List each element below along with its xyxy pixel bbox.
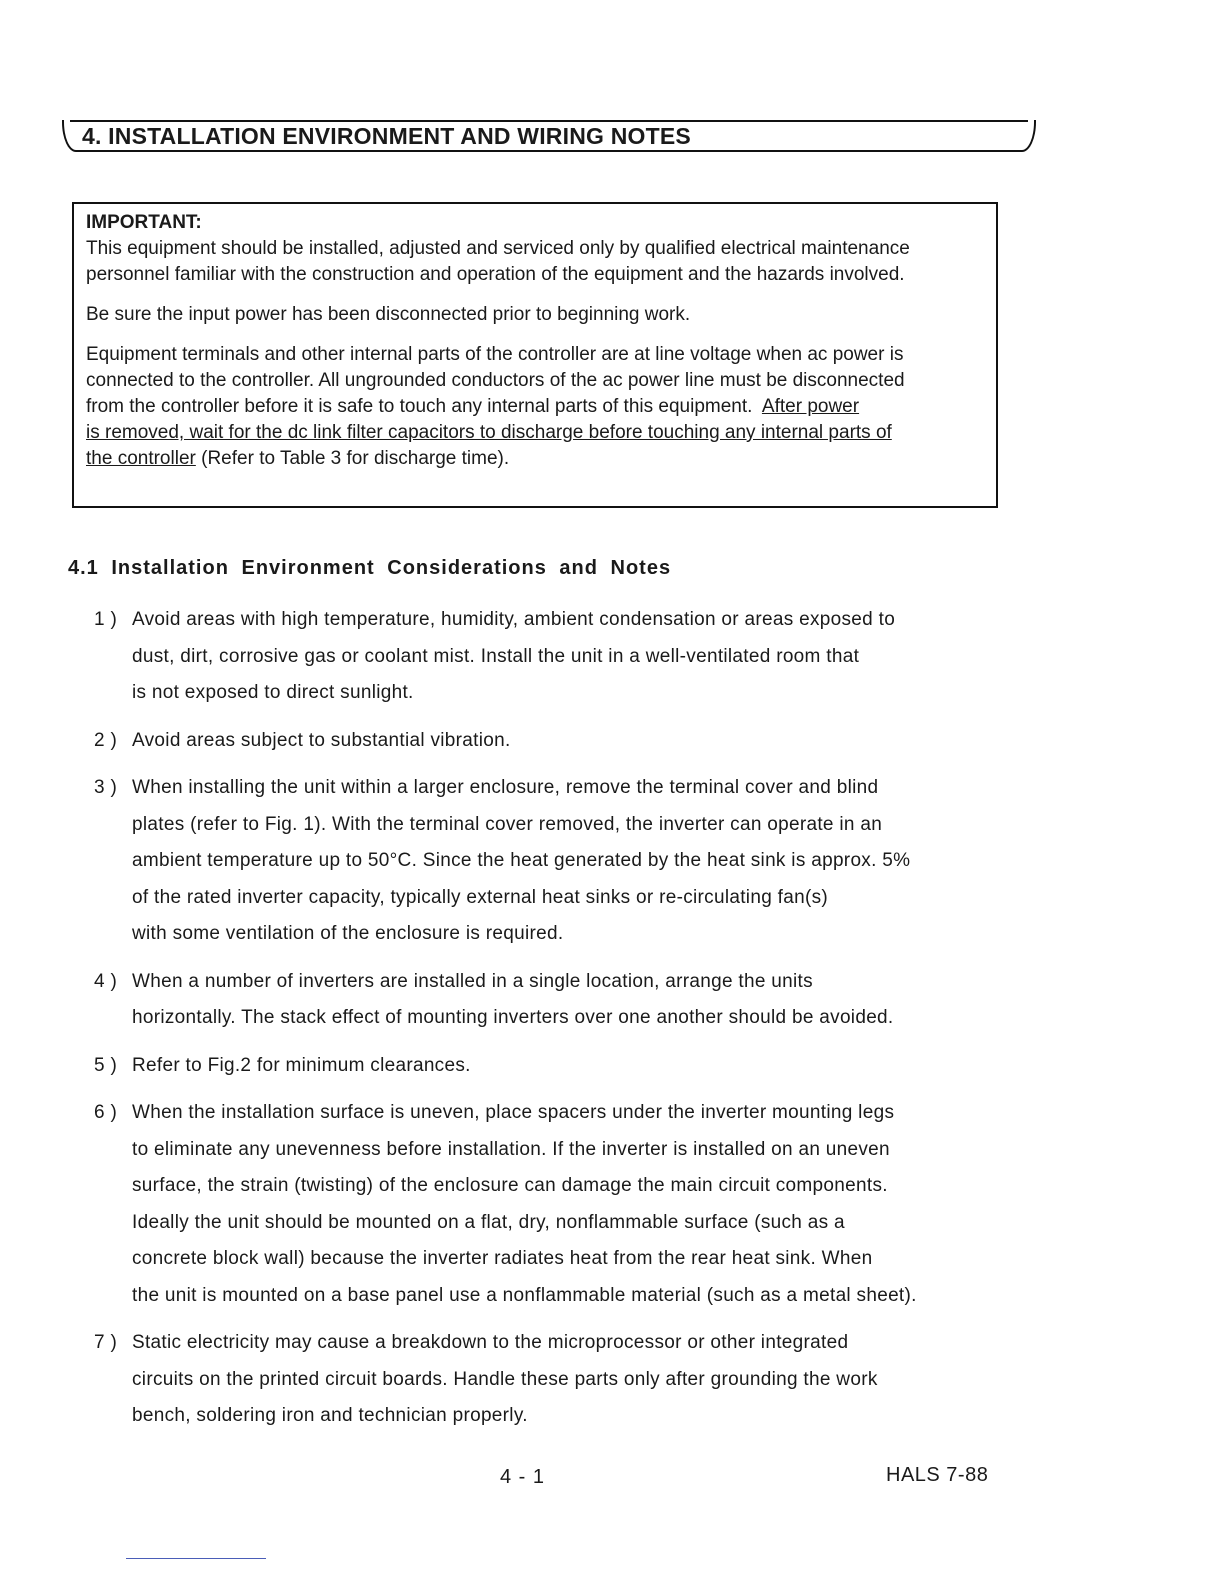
item-line: of the rated inverter capacity, typically external heat sinks or re-circulating fan(s)	[132, 886, 829, 908]
text-line: personnel familiar with the construction and operation of the equipment and the hazards involved.	[86, 264, 905, 285]
document-code: HALS 7-88	[886, 1464, 989, 1486]
item-number: 2 )	[94, 729, 118, 751]
text-line	[86, 394, 984, 420]
section-banner	[62, 120, 1036, 152]
item-line: with some ventilation of the enclosure is required.	[132, 923, 564, 944]
item-line: Refer to Fig.2 for minimum clearances.	[132, 1054, 471, 1076]
subsection-heading: 4.1 Installation Environment Considerations and Notes	[68, 557, 672, 579]
list-item	[94, 723, 1006, 760]
item-number: 4 )	[94, 970, 118, 992]
text-line: This equipment should be installed, adjusted and serviced only by qualified electrical maintenance	[86, 238, 910, 259]
list-item	[94, 1325, 1006, 1435]
item-line: the unit is mounted on a base panel use a nonflammable material (such as a metal sheet).	[132, 1284, 917, 1306]
item-line: ambient temperature up to 50°C. Since the heat generated by the heat sink is approx. 5%	[132, 850, 911, 871]
item-line: Avoid areas with high temperature, humidity, ambient condensation or areas exposed to	[132, 609, 896, 630]
underlined-warning: After power	[761, 396, 860, 417]
item-line: When a number of inverters are installed in a single location, arrange the units	[132, 970, 813, 992]
item-line: concrete block wall) because the inverter radiates heat from the rear heat sink. When	[132, 1248, 873, 1269]
list-item	[94, 602, 1006, 712]
underlined-warning: is removed, wait for the dc link filter capacitors to discharge before touching any internal parts of	[86, 422, 892, 443]
list-item	[94, 1095, 1006, 1314]
item-number: 1 )	[94, 609, 118, 630]
notes-list	[94, 602, 1006, 1446]
item-line: Ideally the unit should be mounted on a flat, dry, nonflammable surface (such as a	[132, 1211, 845, 1233]
list-item	[94, 770, 1006, 953]
item-line: plates (refer to Fig. 1). With the terminal cover removed, the inverter can operate in an	[132, 813, 883, 835]
item-line: Static electricity may cause a breakdown to the microprocessor or other integrated	[132, 1332, 849, 1353]
underlined-warning: the controller	[86, 448, 196, 469]
item-line: circuits on the printed circuit boards. Handle these parts only after grounding the work	[132, 1368, 878, 1390]
item-line: to eliminate any unevenness before installation. If the inverter is installed on an uneven	[132, 1138, 890, 1160]
item-line: surface, the strain (twisting) of the enclosure can damage the main circuit components.	[132, 1175, 888, 1196]
important-label: IMPORTANT:	[86, 212, 202, 233]
text-line: connected to the controller. All ungrounded conductors of the ac power line must be disconnected	[86, 370, 905, 391]
item-line: Avoid areas subject to substantial vibration.	[132, 729, 511, 751]
important-paragraph-2: Be sure the input power has been disconnected prior to beginning work.	[86, 304, 691, 325]
text-line	[86, 446, 984, 472]
section-title: 4. INSTALLATION ENVIRONMENT AND WIRING NOTES	[82, 123, 691, 149]
important-paragraph-1	[86, 236, 984, 288]
text-fragment: from the controller before it is safe to touch any internal parts of this equipment.	[86, 396, 762, 417]
important-notice-box	[72, 202, 998, 508]
footer-rule	[126, 1558, 266, 1559]
list-item	[94, 964, 1006, 1037]
item-number: 3 )	[94, 777, 118, 798]
item-line: When installing the unit within a larger enclosure, remove the terminal cover and blind	[132, 777, 879, 798]
page-number: 4 - 1	[500, 1466, 546, 1488]
important-paragraph-3	[86, 342, 984, 472]
item-line: horizontally. The stack effect of mounting inverters over one another should be avoided.	[132, 1007, 894, 1028]
item-line: is not exposed to direct sunlight.	[132, 682, 414, 703]
item-number: 5 )	[94, 1054, 118, 1076]
list-item	[94, 1048, 1006, 1085]
item-line: bench, soldering iron and technician properly.	[132, 1405, 528, 1426]
item-number: 6 )	[94, 1102, 118, 1123]
item-number: 7 )	[94, 1332, 118, 1353]
item-line: When the installation surface is uneven, place spacers under the inverter mounting legs	[132, 1102, 895, 1123]
text-line: Equipment terminals and other internal parts of the controller are at line voltage when ac power is	[86, 344, 904, 365]
item-line: dust, dirt, corrosive gas or coolant mist. Install the unit in a well-ventilated room that	[132, 645, 860, 667]
text-fragment: (Refer to Table 3 for discharge time).	[195, 448, 510, 469]
